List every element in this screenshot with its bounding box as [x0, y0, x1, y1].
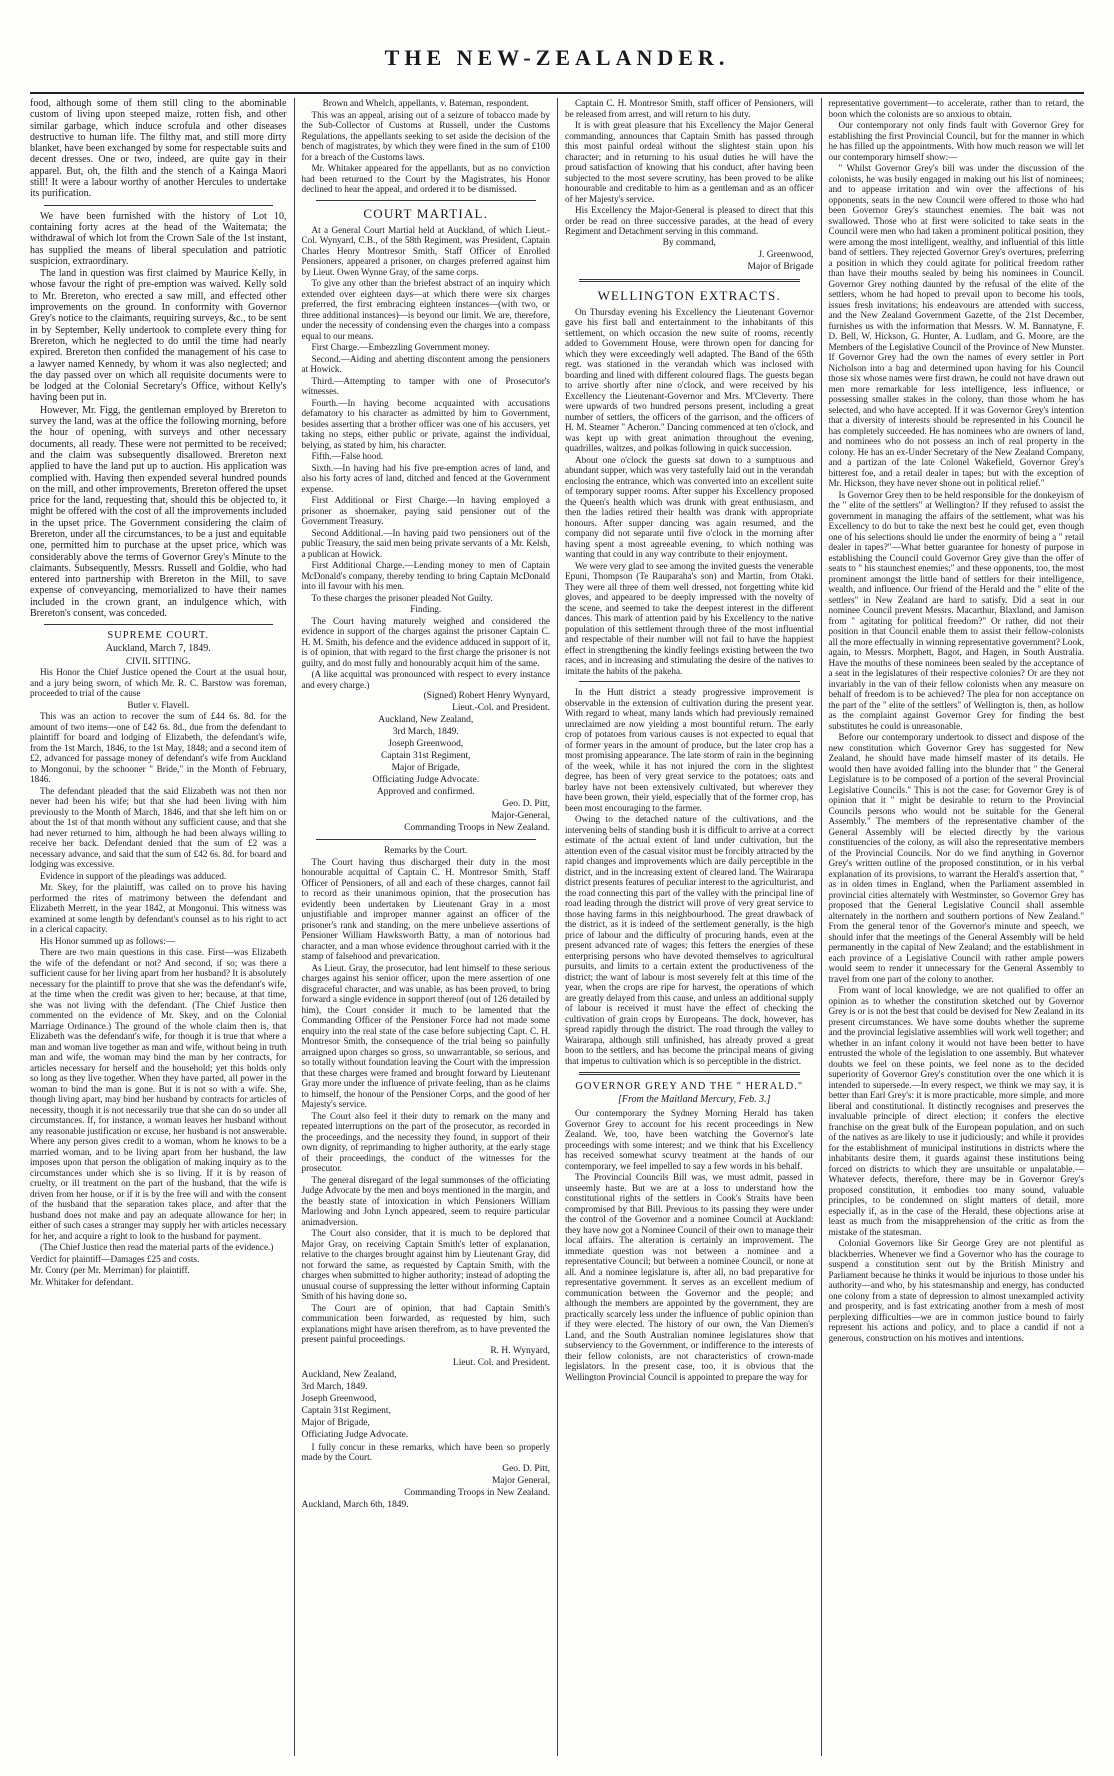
signature-line: By command, — [662, 237, 716, 248]
article-paragraph: I fully concur in these remarks, which have been so properly made by the Court. — [301, 1441, 550, 1462]
signature-block — [302, 691, 551, 834]
signature-line: Joseph Greenwood, — [388, 739, 464, 749]
article-paragraph: His Honor the Chief Justice opened the Court at the usual hour, and a jury being sworn, of which Mr. R. C. Barstow was foreman, proceeded to trial of the cause — [30, 667, 287, 699]
court-dateline: Auckland, March 7, 1849. — [105, 643, 211, 655]
article-paragraph: Mr. Whitaker for defendant. — [30, 1276, 134, 1287]
article-paragraph: Captain C. H. Montresor Smith, staff officer of Pensioners, will be released from arrest, and will return to his duty. — [565, 98, 814, 119]
wellington-article — [565, 307, 814, 1067]
divider — [44, 205, 273, 206]
signature-line: Major of Brigade, — [391, 763, 460, 773]
signature-line: Auckland, March 6th, 1849. — [301, 1499, 409, 1510]
signature-line: 3rd March, 1849. — [301, 1381, 368, 1392]
article-paragraph: Mr. Conry (per Mr. Merriman) for plaintiff. — [30, 1265, 190, 1276]
governor-grey-article — [565, 1108, 814, 1382]
signature-line: Joseph Greenwood, — [301, 1393, 377, 1404]
divider — [316, 839, 537, 840]
signature-line: Auckland, New Zealand, — [301, 1369, 397, 1380]
article-paragraph: Mr. Skey, for the plaintiff, was called on to prove his having performed the rites of matrimony between the defendant and Elizabeth Merrett, in the year 1842, at Mongonui. This witness was examined at some length by defendant's counsel as to his right to act in a clerical capacity. — [30, 882, 287, 935]
court-martial-article — [302, 225, 551, 1511]
divider — [579, 681, 800, 682]
article-paragraph: There are two main questions in this case. First—was Elizabeth the wife of the defendant or not? And second, if so; was there a sufficient cause for her living apart from her husband? It is absolutely necessary for the plaintiff to prove that she was the defendant's wife, at the time when the credit was given to her; because, at that time, she was not living with the defendant. (The Chief Justice then commented on the evidence of Mr. Skey, and on the Colonial Marriage Ordinance.) The ground of the whole claim then is, that Elizabeth was the defendant's wife, for though it is true that where a man and woman live together as man and wife, without being in truth man and wife, the woman may bind the man by her contracts, for articles necessary for herself and the household; yet this holds only so long as they live together. When they have parted, all power in the woman to bind the man is gone. But it is not so with a wife. She, though living apart, may bind her husband by contracts for articles of necessity, though it is not necessarily true that she can do so under all circumstances. If, for instance, a woman leaves her husband without any reasonable justification or excuse, her husband is not answerable. Where any person gives credit to a woman, whom he knows to be a married woman, and to be living apart from her husband, the law imposes upon that person the obligation of making inquiry as to the circumstances under which she is so living. If it is by reason of cruelty, or ill treatment on the part of the husband, that the wife is driven from her house, or if it is by the free will and with the consent of the husband that the separation takes place, and after that the husband does not make and pay an adequate allowance for her; in either of such cases a stranger may supply her with articles necessary for her, and acquire a right to look to the husband for payment. — [30, 947, 287, 1241]
article-paragraph: At a General Court Martial held at Auckland, of which Lieut.-Col. Wynyard, C.B., of the 58th Regiment, was President, Captain Charles Henry Montresor Smith, Staff Officer of Enrolled Pensioners, appeared a prisoner, on charges preferred against him by Lieut. Owen Wynne Gray, of the same corps. — [301, 224, 550, 277]
article-paragraph: About one o'clock the guests sat down to a sumptuous and abundant supper, which was very tastefully laid out in the verandah enclosing the entrance, which was converted into an excellent suite of temporary supper rooms. After supper his Excellency proposed the Queen's health which was drunk with great enthusiasm, and then the ladies retired their health was drank with appropriate honours. After supper dancing was again resumed, and the company did not separate until five o'clock in the morning after having spent a most agreeable evening, to which nothing was wanting that could in any way contribute to their enjoyment. — [565, 454, 814, 559]
divider — [44, 624, 273, 625]
article-paragraph: However, Mr. Figg, the gentleman employed by Brereton to survey the land, was at the office the following morning, before the hour of opening, with surveys and other necessary documents, all ready. These were not permitted to be received; and the claim was subsequently disallowed. Brereton next applied to have the land put up to auction. His application was complied with. Having then expended several hundred pounds on the mill, and other improvements, Brereton offered the upset price for the land, requesting that, should this be objected to, it might be offered with the cost of all the improvements included in the upset price. The Government considering the claim of Brereton, under all the circumstances, to be a just and equitable one, permitted him to purchase at the upset price, which was considerably above the terms of Governor Grey's Minute to the claimants. Subsequently, Messrs. Russell and Goldie, who had entered into partnership with Brereton in the Mill, to save expense of conveyancing, memorialized to have their names included in the crown grant, an indulgence which, with Brereton's consent, was conceded. — [30, 404, 287, 620]
article-paragraph: Mr. Whitaker appeared for the appellants, but as no conviction had been returned to the Court by the Magistrates, his Honor declined to hear the appeal, and ordered it to be dismissed. — [301, 163, 550, 194]
columns — [30, 98, 1084, 1756]
article-paragraph: In the Hutt district a steady progressive improvement is observable in the extension of cultivation during the present year. With regard to wheat, many lands which had previously remained unreclaimed are now yielding a most bountiful return. The early crop of potatoes from various causes is not expected to equal that of former years in the amount of produce, but the later crop has a most promising appearance. The late storm of rain in the beginning of the week, while it has not injured the corn in the slightest degree, has been of very great service to the potatoes; oats and barley have not been extensively cultivated, but wherever they have been grown, their yield, especially that of the former crop, has been most encouraging to the farmer. — [565, 687, 814, 813]
lead-paragraph: food, although some of them still cling to the abominable custom of living upon steeped maize, rotten fish, and other similar garbage, which induce scrofula and other diseases destructive to human life. The filthy mat, and still more dirty blanket, have been exchanged by some for respectable suits and decent dresses. One or two, indeed, are quite gay in their apparel. But, oh, the filth and the stench of a Kainga Maori still! It were a labour worthy of another Hercules to undertake its purification. — [30, 98, 287, 200]
supreme-court-article — [30, 667, 287, 1287]
column-1 — [30, 98, 294, 1756]
signature-line: Major of Brigade, — [301, 1417, 370, 1428]
signature-line: Captain 31st Regiment, — [301, 1405, 391, 1416]
signature-line: Officiating Judge Advocate. — [372, 775, 480, 785]
column-3 — [557, 98, 821, 1756]
article-paragraph: " Whilst Governor Grey's bill was under the discussion of the colonists, he was busily engaged in making out his list of nominees; and to appease irritation and win over the affections of his opponents, seats in the new Council were offered to those who had been Governor Grey's staunchest enemies. The bait was not swallowed. Those who at first were solicited to take seats in the Council were men who had taken a prominent political position, they were among the most intelligent, wealthy, and influential of this little band of settlers. They rejected Governor Grey's overtures, preferring a position in which they could agitate for political freedom rather than have their mouths sealed by being his nominees in Council. Governor Grey nothing daunted by the refusal of the elite of the settlers, whom he had hoped to prevail upon to become his tools, issues fresh invitations; his endeavours are attended with success, and the New Zealand Government Gazette, of the 21st December, furnishes us with the information that Messrs. W. M. Bannatyne, F. D. Bell, W. Hickson, G. Hunter, A. Ludlam, and G. Moore, are the Members of the Legislative Council of the Province of New Munster. If Governor Grey had the own the names of every settler in Port Nicholson into a bag and determined upon having for his Council those six whose names were first drawn, he could not have drawn out men more remarkable for less intelligence, less influence, or possessing smaller stakes in the colony, than those whom he has selected, and who have accepted. If it was Governor Grey's intention that a diversity of interests should be represented in his Council he has completely succeeded. He has nominees who are owners of land, and nominees who do not possess an inch of real property in the colony. He has an ex-Under Secretary of the New Zealand Company, and a partizan of the late Colonel Wakefield, Governor Grey's bitterest foe, and a retail dealer in tapes; but with the exception of Mr. Hickson, they have never shone out in political relief." — [828, 163, 1084, 488]
article-paragraph: To these charges the prisoner pleaded Not Guilty. — [311, 592, 493, 603]
article-paragraph: representative government—to accelerate, rather than to retard, the boon which the colonists are so anxious to obtain. — [828, 98, 1084, 119]
article-paragraph: The land in question was first claimed by Maurice Kelly, in whose favour the right of pre-emption was waived. Kelly sold to Mr. Brereton, who erected a saw mill, and effected other improvements on the ground. In conformity with Governor Grey's notice to the claimants, requiring surveys, &c., to be sent in by September, Kelly undertook to complete every thing for Brereton, which he neglected to do until the time had nearly expired. Brereton then confided the management of his case to a lawyer named Kennedy, by whom it was also neglected; and the day passed over on which all requisite documents were to be lodged at the Colonial Secretary's Office, without Kelly's having been put in. — [30, 268, 287, 404]
signature-line: Approved and confirmed. — [376, 787, 475, 797]
article-paragraph: Evidence in support of the pleadings was adduced. — [40, 870, 227, 881]
article-paragraph: To give any other than the briefest abstract of an inquiry which extended over eighteen days—at which there were six charges preferred, the first embracing eighteen instances—(with two, or three additional instances)—is beyond our limit. We are, therefore, under the necessity of condensing even the charges into a compass equal to our means. — [301, 278, 550, 341]
case-title: Butler v. Flavell. — [127, 699, 190, 710]
article-paragraph: Sixth.—In having had his five pre-emption acres of land, and also his forty acres of land, ditched and fenced at the Government expense. — [301, 462, 550, 494]
article-paragraph: We have been furnished with the history of Lot 10, containing forty acres at the head of the Waitemata; the withdrawal of which lot from the Crown Sale of the 1st instant, has supplied the means of liberal speculation and patriotic suspicion, extraordinary. — [30, 210, 287, 267]
supreme-court-heading: SUPREME COURT. — [107, 630, 210, 642]
column-2 — [294, 98, 558, 1756]
lead-article — [30, 98, 287, 200]
newspaper-title: THE NEW-ZEALANDER. — [384, 45, 730, 70]
signature-line: 3rd March, 1849. — [392, 727, 459, 737]
article-paragraph: First Additional or First Charge.—In having employed a prisoner as shoemaker, paying said pensioner out of the Government Treasury. — [301, 495, 550, 526]
signature-block — [302, 1464, 551, 1511]
article-paragraph: Our contemporary not only finds fault with Governor Grey for establishing the first Provincial Council, but for the manner in which he has filled up the appointments. With how much reason we will let our contemporary himself show:— — [828, 120, 1084, 162]
article-paragraph: Owing to the detached nature of the cultivations, and the intervening belts of standing bush it is difficult to arrive at a correct estimate of the actual extent of land under cultivation, but the attention even of the casual visitor must be forcibly attracted by the rapid changes and improvements which are daily perceptible in the district, and in the increasing extent of cleared land. The Wairarapa district presents features of peculiar interest to the agriculturist, and the road connecting this part of the valley with the principal line of road leading through the district will prove of very great service to those having farms in this neighbourhood. The great drawback of the district, as it is indeed of the settlement generally, is the high price of labour and the difficulty of procuring hands, even at the present advanced rate of wages; this fetters the energies of these enterprising persons who have devoted themselves to agricultural pursuits, and limits to a certain extent the productiveness of the district; the want of labour is most severely felt at this time of the year, when the crops are ripe for harvest, the operations of which are greatly delayed from this cause, and unless an additional supply of labour is received it must have the effect of checking the cultivation of grain crops by Europeans. The dock, however, has spread rapidly through the district. The road through the valley to Wairarapa, although still unfinished, has already proved a great boon to the settlers, and has become the principal means of giving that impetus to cultivation which is so perceptible in the district. — [565, 814, 814, 1066]
article-paragraph: First Charge.—Embezzling Government money. — [311, 342, 490, 352]
signature-line: Geo. D. Pitt, — [502, 1463, 550, 1474]
signature-line: Major-General, — [491, 811, 550, 821]
article-paragraph: This was an appeal, arising out of a seizure of tobacco made by the Sub-Collector of Customs at Russell, under the Customs Regulations, the appellants seeking to set aside the decision of the bench of magistrates, by which they were fined in the sum of £100 for a breach of the Customs laws. — [301, 109, 550, 162]
article-paragraph: The defendant pleaded that the said Elizabeth was not then nor never had been his wife; but that she had been living with him previously to the Month of March, 1846, and that she left him on or about the 1st of that month without any sufficient cause, and that she had never returned to him, although he had been always willing to receive her back. Defendant denied that the sum of £2 was a necessary advance, and said that the sum of £42 6s. 8d. for board and lodging was excessive. — [30, 785, 287, 870]
finding-heading: Finding. — [410, 604, 442, 614]
article-paragraph: (The Chief Justice then read the material parts of the evidence.) — [40, 1242, 274, 1253]
masthead-rule — [30, 92, 1084, 94]
divider — [579, 1072, 800, 1075]
article-paragraph: Is Governor Grey then to be held responsible for the donkeyism of the " elite of the settlers" at Wellington? If they refused to assist the government in managing the affairs of the settlement, what was his Excellency to do but to take the next best he could get, even though one of his selections should lie under the enormity of being a " retail dealer in tapes?"—What better guarantee for honesty of purpose in establishing the Council could Governor Grey give than the offer of seats to " his staunchest enemies;" and these opponents, too, the most prominent amongst the little band of settlers for their intelligence, wealth, and influence. Our friend of the Herald and the " elite of the settlers" in New Zealand are hard to satisfy. Did a seat in our nominee Council prevent Messrs. Macarthur, Blaxland, and Jamison from " agitating for political freedom?" Or rather, did not their position in that Council enable them to assist their fellow-colonists all the more effectually in winning representative government? Look, again, to Messrs. Morphett, Bagot, and Hagen, in South Australia. Have the mouths of these nominees been sealed by the acceptance of a seat in the legislatures of their respective colonies? Or are they not invariably in the van of their fellow colonists when any measure on behalf of freedom is to be achieved? The plea for non acceptance on the part of the " elite of the settlers" of Wellington is, then, as hollow as the complaint against Governor Grey for finding the best substitutes he could is unreasonable. — [828, 489, 1084, 731]
signature-line: Commanding Troops in New Zealand. — [404, 1487, 550, 1498]
masthead — [30, 18, 1084, 92]
article-paragraph: Our contemporary the Sydney Morning Herald has taken Governor Grey to account for his recent proceedings in New Zealand. We, too, have been watching the Governor's late proceedings with some interest; and we think that his Excellency has received somewhat scurvy treatment at the hands of our contemporary, we feel impelled to say a few words in his behalf. — [565, 1108, 814, 1171]
signature-line: Commanding Troops in New Zealand. — [404, 823, 550, 833]
article-paragraph: The Court are of opinion, that had Captain Smith's communication been forwarded, as requested by him, such explanations might have arisen therefrom, as to have prevented the present painful proceedings. — [301, 1302, 550, 1344]
column-4 — [821, 98, 1085, 1756]
signature-line: Officiating Judge Advocate. — [301, 1429, 409, 1440]
divider — [316, 200, 537, 201]
signature-line: (Signed) Robert Henry Wynyard, — [423, 691, 550, 701]
wellington-extracts-heading: WELLINGTON EXTRACTS. — [597, 287, 781, 303]
remarks-heading: Remarks by the Court. — [384, 845, 468, 855]
article-paragraph: Colonial Governors like Sir George Grey are not plentiful as blackberries. Whenever we find a Governor who has the courage to suspend a constitution sent out by the British Ministry and Parliament because he thinks it would be injurious to those under his authority—and who, by his statesmanship and energy, has conducted one colony from a state of depression to almost unexampled activity and prosperity, and is fast extricating another from a mesh of most perplexing difficulties—we are in common justice bound to fairly represent his actions and policy, and to place a candid if not a generous, construction on his motives and intentions. — [828, 1238, 1084, 1343]
signature-line: R. H. Wynyard, — [490, 1345, 550, 1356]
article-source: [From the Maitland Mercury, Feb. 3.] — [617, 1094, 771, 1105]
court-sitting-label: CIVIL SITTING. — [126, 655, 191, 666]
article-paragraph: It is with great pleasure that his Excellency the Major General commanding, announces that Captain Smith has passed through this most painful ordeal without the slightest stain upon his character; and in returning to his usual duties he will have the proud satisfaction of knowing that his conduct, after having been subjected to the most severe scrutiny, has been proved to be alike honourable and creditable to him as a gentleman and as an officer of her Majesty's service. — [565, 120, 814, 204]
article-paragraph: Second Additional.—In having paid two pensioners out of the public Treasury, the said men being private servants of a Mr. Kelsh, a publican at Howick. — [301, 527, 550, 559]
article-paragraph: We were very glad to see among the invited guests the venerable Epuni, Thompson (Te Rauparaha's son) and Martin, from Otaki. They were all three of them well dressed, not forgetting white kid gloves, and appeared to be deeply impressed with the novelty of the scene, and seemed to take the deepest interest in the different dances. This mark of attention paid by his Excellency to the native population of this settlement through three of the most influential and respectable of their number will not fail to have the happiest effect in strengthening the kindly feelings existing between the two races, and in increasing and stimulating the desire of the natives to imitate the habits of the pakeha. — [565, 560, 814, 676]
signature-line: Major of Brigade — [747, 261, 814, 272]
signature-block — [302, 1346, 551, 1441]
article-paragraph: As Lieut. Gray, the prosecutor, had lent himself to these serious charges against his senior officer, upon the mere assertion of one disgraceful character, and was unable, as has been proved, to bring forward a single evidence in support thereof (out of 126 detailed by him), the Court consider it much to be lamented that the Commanding Officer of the Pensioner Force had not made some enquiry into the real state of the case before subjecting Capt. C. H. Montresor Smith, the consequence of the trial being so painfully arraigned upon charges so gross, so unwarrantable, so serious, and so totally without foundation leaving the Court with the impression that these charges were framed and brought forward by Lieutenant Gray more under the influence of private feeling, than as he claims to himself, the honour of the Pensioner Corps, and the good of her Majesty's service. — [301, 962, 550, 1109]
article-paragraph: On Thursday evening his Excellency the Lieutenant Governor gave his first ball and entertainment to the inhabitants of this settlement, on which occasion the new suite of rooms, recently added to Government House, were thrown open for dancing for which they were exceedingly well adapted. The Band of the 65th regt. was stationed in the verandah which was inclosed with boarding and lined with different coloured flags. The guests began to arrive shortly after nine o'clock, and were received by his Excellency the Lieutenant-Governor and Mrs. M'Cleverty. There were upwards of two hundred persons present, including a great number of settlers, the officers of the garrison, and the officers of H. M. Steamer " Acheron." Dancing commenced at ten o'clock, and was kept up with great animation throughout the evening, quadrilles, waltzes, and polkas following in quick succession. — [565, 306, 814, 453]
article-paragraph: His Honor summed up as follows:— — [40, 935, 175, 946]
article-paragraph: Before our contemporary undertook to dissect and dispose of the new constitution which Governor Grey has suggested for New Zealand, he should have made himself master of its details. He would then have avoided falling into the blunder that " the General Legislature is to be composed of a portion of the several Provincial Legislative Councils." This is not the case: for Governor Grey is of opinion that it " might be desirable to return to the Provincial Councils persons who would not be suitable for the General Assembly." The members of the representative chamber of the General Assembly will be elected directly by the various constituencies of the colony, as will also the representative members of the Provincial Councils. Nor do we find anything in Governor Grey's written outline of the proposed constitution, or in his verbal explanation of its provisions, to warrant the Herald's assertion that, " as in olden times in England, when the Parliament assembled in provincial cities alternately with Westminster, so Governor Grey has proposed that the General Legislative Council shall assemble alternately in the northern and southern portions of New Zealand." From the general tenor of the Governor's minute and speech, we should infer that the meetings of the General Assembly will be held permanently in the capital of New Zealand; and the establishment in each province of a Legislative Council with rather ample powers would seem to render it unnecessary for the General Assembly to travel from one part of the colony to another. — [828, 732, 1084, 984]
signature-line: Lieut.-Col. and President. — [452, 703, 550, 713]
lot-article — [30, 211, 287, 620]
article-paragraph: First Additional Charge.—Lending money to men of Captain McDonald's company, thereby tending to bring Captain McDonald into ill favour with his men. — [301, 560, 550, 591]
article-paragraph: The Court having maturely weighed and considered the evidence in support of the charges against the prisoner Captain C. H. M. Smith, his defence and the evidence adduced in support of it, is of opinion, that with regard to the first charge the prisoner is not guilty, and do most fully and honourably acquit him of the same. — [301, 615, 550, 668]
article-paragraph: From want of local knowledge, we are not qualified to offer an opinion as to whether the constitution sketched out by Governor Grey is or is not the best that could be devised for New Zealand in its present circumstances. We have some doubts whether the supreme and the provincial legislative assemblies will work well together; and whether in an infant colony it would not have been better to have entrusted the whole of the legislation to one assembly. But whatever doubts we feel on these points, we feel none as to the decided superiority of Governor Grey's constitution over the one which it is intended to supersede.—In every respect, we think we may say, it is better than Earl Grey's: it is more practicable, more simple, and more liberal and constitutional. It distinctly recognises and preserves the invaluable principle of direct election; it confers the elective franchise on the great bulk of the European population, and on such of the natives as are likely to use it judiciously; and while it provides for the establishment of municipal institutions in districts where the inhabitants desire them, it guards against these institutions being forced on districts to which they are unsuitable or unpalatable.—Whatever defects, therefore, there may be in Governor Grey's proposed constitution, it embodies too many sound, valuable principles, to be condemned on slight matters of detail, more especially if, as in the case of the Herald, these objections arise at least as much from the misapprehension of the critic as from the mistake of the statesman. — [828, 985, 1084, 1237]
article-paragraph: Second.—Aiding and abetting discontent among the pensioners at Howick. — [301, 353, 550, 374]
article-paragraph: Third.—Attempting to tamper with one of Prosecutor's witnesses. — [301, 375, 550, 396]
signature-line: Captain 31st Regiment, — [381, 751, 471, 761]
divider — [579, 279, 800, 282]
article-paragraph: The Court having thus discharged their duty in the most honourable acquittal of Captain C. H. Montresor Smith, Staff Officer of Pensioners, of all and each of these charges, cannot fail to record as their unanimous opinion, that the prosecution has evidently been undertaken by Lieutenant Gray in a most unjustifiable and improper manner against an officer of the prisoner's rank and standing, on the mere unbelieve assertions of Pensioner William Hawksworth Batty, a man of notorious bad character, and a man whose evidence throughout carried with it the stamp of falsehood and prevarication. — [301, 856, 550, 961]
case-title: Brown and Whelch, appellants, v. Bateman, respondent. — [322, 98, 529, 108]
article-paragraph: The Provincial Councils Bill was, we must admit, passed in unseemly haste. But we are at a loss to understand how the constitutional rights of the settlers in Cook's Straits have been compromised by that Bill. Previous to its passing they were under the control of the Governor and a nominee Council at Auckland: they have now got a Nominee Council of their own to manage their local affairs. The alteration is certainly an improvement. The immediate question was not between a nominee and a representative Council; but between a nominee Council, or none at all. And a nominee legislature is, after all, no bad preparative for representative government. It serves as an excellent medium of communication between the Governor and the people; and although the members are appointed by the government, they are practically scarcely less under the influence of public opinion than if they were elected. The history of our own, the Van Diemen's Land, and the South Australian nominee legislatures show that subserviency to the Government, or indifference to the interests of their fellow colonists, are not characteristics of crown-made legislators. In the present case, too, it is obvious that the Wellington Provincial Council is appointed to prepare the way for — [565, 1172, 814, 1382]
signature-line: J. Greenwood, — [758, 249, 814, 260]
article-paragraph: The Court also feel it their duty to remark on the many and repeated interruptions on the part of the prosecutor, as recorded in the proceedings, and the necessity they found, in support of their own dignity, of reprimanding to higher authority, at the early stage of their proceedings, the conduct of the witnesses for the prosecutor. — [301, 1110, 550, 1173]
signature-line: Major General, — [491, 1475, 550, 1486]
article-paragraph: The general disregard of the legal summonses of the officiating Judge Advocate by the men and boys mentioned in the margin, and the beastly state of intoxication in which Pensioners William Marlowing and John Lynch appeared, seem to require particular animadversion. — [301, 1174, 550, 1227]
article-paragraph: Fifth.—False hood. — [311, 451, 384, 461]
signature-line: Auckland, New Zealand, — [378, 715, 474, 725]
signature-line: Lieut. Col. and President. — [452, 1357, 550, 1368]
article-paragraph: Verdict for plaintiff—Damages £25 and costs. — [30, 1253, 200, 1264]
article-paragraph: His Excellency the Major-General is pleased to direct that this order be read on three successive parades, at the head of every Regiment and Detachment serving in this command. — [565, 205, 814, 236]
article-paragraph: (A like acquittal was pronounced with respect to every instance and every charge.) — [301, 669, 550, 690]
governor-grey-article-continued — [829, 98, 1085, 1343]
signature-line: Geo. D. Pitt, — [502, 799, 550, 809]
article-paragraph: This was an action to recover the sum of £44 6s. 8d. for the amount of two items—one of £42 6s. 8d., due from the defendant to plaintiff for board and lodging of Elizabeth, the defendant's wife, from the 1st March, 1846, to the 1st May, 1848; and a second item of £2, advanced for passage money of defendant's wife from Auckland to Mongonui, by the schooner " Bride," in the Month of February, 1846. — [30, 711, 287, 785]
court-martial-heading: COURT MARTIAL. — [363, 205, 489, 221]
signature-block — [565, 238, 814, 273]
article-paragraph: Fourth.—In having become acquainted with accusations defamatory to his character as admitted by him to Government, besides asserting that a brother officer was one of his accusers, yet taking no steps, either public or private, against the individual, belying, as stated by him, his character. — [301, 397, 550, 450]
article-paragraph: The Court also consider, that it is much to be deplored that Major Gray, on receiving Captain Smith's letter of explanation, relative to the charges brought against him by Lieutenant Gray, did not forward the same, as requested by Captain Smith, with the charges when submitted to higher authority; instead of adopting the unusual course of suppressing the letter without informing Captain Smith of his having done so. — [301, 1228, 550, 1301]
governor-grey-heading: GOVERNOR GREY AND THE " HERALD." — [575, 1081, 804, 1092]
